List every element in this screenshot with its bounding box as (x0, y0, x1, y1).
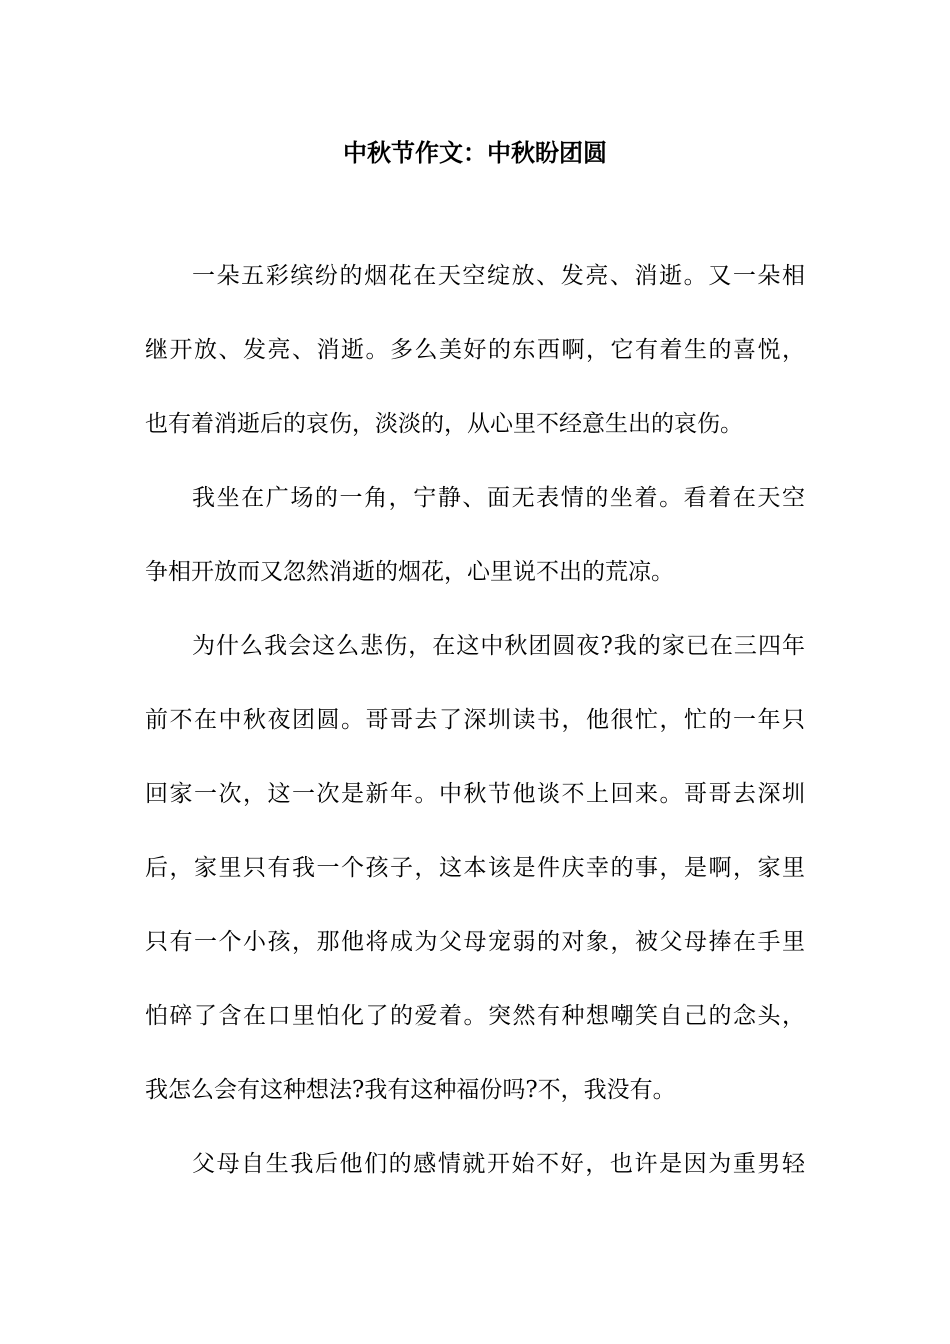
paragraph-3-line-3: 回家一次，这一次是新年。中秋节他谈不上回来。哥哥去深圳 (145, 781, 805, 807)
paragraph-3-line-7: 我怎么会有这种想法?我有这种福份吗?不，我没有。 (145, 1077, 676, 1103)
paragraph-3-line-4: 后，家里只有我一个孩子，这本该是件庆幸的事，是啊，家里 (145, 855, 805, 881)
paragraph-2-line-2: 争相开放而又忽然消逝的烟花，心里说不出的荒凉。 (145, 559, 674, 585)
document-title: 中秋节作文：中秋盼团圆 (343, 138, 607, 167)
paragraph-3-line-5: 只有一个小孩，那他将成为父母宠弱的对象，被父母捧在手里 (145, 929, 805, 955)
paragraph-3-line-6: 怕碎了含在口里怕化了的爱着。突然有种想嘲笑自己的念头， (145, 1003, 805, 1029)
paragraph-3-line-1: 为什么我会这么悲伤，在这中秋团圆夜?我的家已在三四年 (192, 633, 805, 659)
paragraph-3-line-2: 前不在中秋夜团圆。哥哥去了深圳读书，他很忙，忙的一年只 (145, 707, 805, 733)
paragraph-1-line-2: 继开放、发亮、消逝。多么美好的东西啊，它有着生的喜悦， (145, 337, 805, 363)
paragraph-2-line-1: 我坐在广场的一角，宁静、面无表情的坐着。看着在天空 (192, 485, 805, 511)
paragraph-4-line-1: 父母自生我后他们的感情就开始不好，也许是因为重男轻 (192, 1151, 805, 1177)
document-body (145, 255, 805, 1217)
paragraph-1-line-1: 一朵五彩缤纷的烟花在天空绽放、发亮、消逝。又一朵相 (192, 263, 805, 289)
paragraph-1-line-3: 也有着消逝后的哀伤，淡淡的，从心里不经意生出的哀伤。 (145, 411, 743, 437)
